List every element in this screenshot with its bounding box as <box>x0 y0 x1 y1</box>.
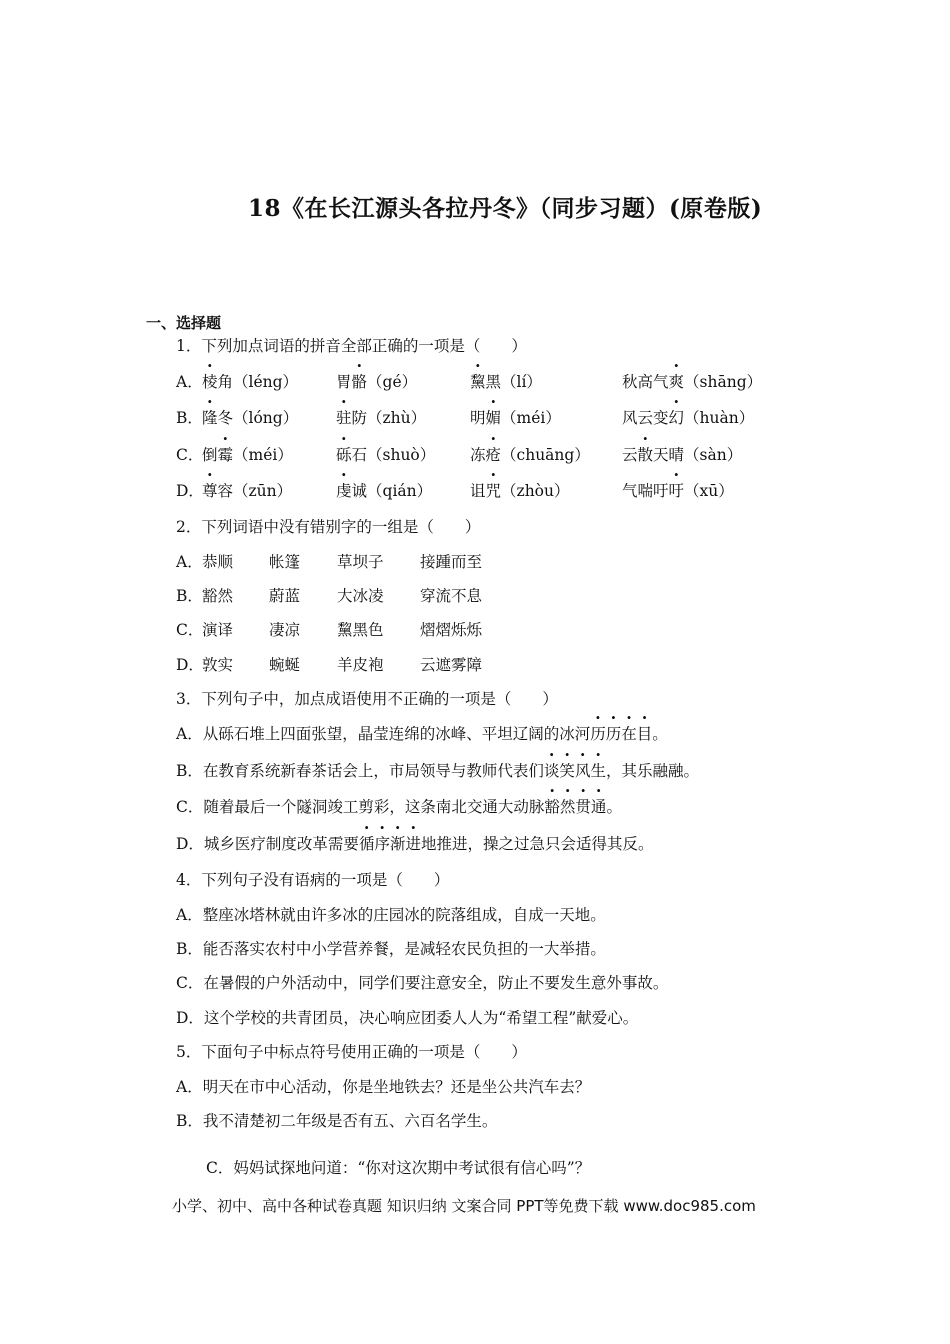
dotted-char: 黧 <box>470 373 486 391</box>
option-text: （méi） <box>501 409 561 427</box>
option-item <box>202 407 298 429</box>
option-text: 石（shuò） <box>351 446 436 464</box>
dotted-char: 生 <box>590 762 606 780</box>
option-text: D．城乡医疗制度改革需要 <box>176 835 359 853</box>
dotted-char: 散 <box>637 446 654 464</box>
option-text: A．从砾石堆上四面张望，晶莹连绵的冰峰、平坦辽阔的冰河 <box>176 725 591 743</box>
option-item <box>336 444 435 466</box>
option-item: 大冰凌 <box>337 587 384 605</box>
option-text: 风云变 <box>622 409 669 427</box>
option-text: 胃 <box>336 373 352 391</box>
option-item: 恭顺 <box>202 553 234 571</box>
option-text: 气喘吁 <box>622 482 669 500</box>
option-item: 帐篷 <box>269 553 301 571</box>
dotted-char: 历 <box>605 725 622 743</box>
option-item: 黧黑色 <box>337 621 384 639</box>
option-text: （chuāng） <box>501 446 590 464</box>
dotted-char: 咒 <box>485 482 502 500</box>
option-text: （xū） <box>684 482 734 500</box>
dotted-char: 虔 <box>336 482 352 500</box>
option-text: 明 <box>470 409 486 427</box>
dotted-char: 渐 <box>389 835 406 853</box>
option-item <box>470 371 542 393</box>
option-text: （zhòu） <box>501 482 570 500</box>
dotted-char: 砾 <box>336 446 352 464</box>
dotted-char: 隆 <box>202 409 218 427</box>
option-label: C． <box>176 446 204 464</box>
option-item: 接踵而至 <box>420 553 483 571</box>
option-item: 凄凉 <box>269 621 301 639</box>
dotted-char: 吁 <box>668 482 685 500</box>
option-item <box>336 371 417 393</box>
option-label: D． <box>176 656 204 674</box>
dotted-char: 驻 <box>336 409 352 427</box>
option-item <box>622 371 762 393</box>
option-item: 敦实 <box>202 656 234 674</box>
question-2-stem: 2．下列词语中没有错别字的一组是（ ） <box>176 518 481 536</box>
option-label: A． <box>176 373 203 391</box>
option-text: （méi） <box>233 446 293 464</box>
option-text: 诚（qián） <box>351 482 433 500</box>
dotted-char: 幻 <box>668 409 685 427</box>
option-item <box>622 480 734 502</box>
option-item <box>470 444 590 466</box>
option-sentence: D．这个学校的共青团员，决心响应团委人人为“希望工程”献爱心。 <box>176 1009 639 1027</box>
dotted-char: 骼 <box>351 373 368 391</box>
dotted-char: 风 <box>574 762 591 780</box>
option-sentence: A．明天在市中心活动，你是坐地铁去？还是坐公共汽车去？ <box>176 1078 591 1096</box>
option-text: 诅 <box>470 482 486 500</box>
page-title: 18《在长江源头各拉丹冬》（同步习题）(原卷版) <box>248 195 763 222</box>
option-text: C．随着最后一个隧洞竣工剪彩，这条南北交通大动脉 <box>176 798 545 816</box>
option-label: C． <box>176 621 204 639</box>
option-text: 倒 <box>202 446 218 464</box>
option-sentence: C．在暑假的户外活动中，同学们要注意安全，防止不要发生意外事故。 <box>176 974 669 992</box>
footer-text: 小学、初中、高中各种试卷真题 知识归纳 文案合同 PPT等免费下载 www.doc985.com <box>172 1197 756 1215</box>
option-text: （gé） <box>367 373 418 391</box>
option-item <box>202 480 292 502</box>
option-sentence <box>176 760 699 782</box>
option-item: 演译 <box>202 621 234 639</box>
option-text: 。 <box>652 725 668 743</box>
section-heading: 一、选择题 <box>146 314 222 332</box>
option-item: 熠熠烁烁 <box>420 621 483 639</box>
option-text: B．在教育系统新春茶话会上，市局领导与教师代表们 <box>176 762 544 780</box>
option-text: 云 <box>622 446 638 464</box>
dotted-char: 媚 <box>485 409 502 427</box>
dotted-char: 尊 <box>202 482 218 500</box>
option-text: （huàn） <box>684 409 755 427</box>
option-item: 穿流不息 <box>420 587 483 605</box>
dotted-char: 霉 <box>217 446 234 464</box>
dotted-char: 循 <box>358 835 375 853</box>
option-text: 防（zhù） <box>351 409 427 427</box>
dotted-char: 然 <box>559 798 576 816</box>
question-3-stem: 3．下列句子中，加点成语使用不正确的一项是（ ） <box>176 690 558 708</box>
dotted-char: 序 <box>374 835 390 853</box>
dotted-char: 笑 <box>559 762 575 780</box>
option-text: 地推进，操之过急只会适得其反。 <box>421 835 654 853</box>
option-text: 黑（lí） <box>485 373 542 391</box>
dotted-char: 贯 <box>575 798 591 816</box>
question-1-stem: 1．下列加点词语的拼音全部正确的一项是（ ） <box>176 337 527 355</box>
option-item: 蜿蜒 <box>269 656 301 674</box>
option-item: 蔚蓝 <box>269 587 301 605</box>
option-text: 冬（lóng） <box>217 409 299 427</box>
option-sentence <box>176 796 622 818</box>
option-text: 冻 <box>470 446 486 464</box>
option-item: 羊皮袍 <box>337 656 384 674</box>
option-item <box>470 480 570 502</box>
dotted-char: 谈 <box>543 762 560 780</box>
option-item: 云遮雾障 <box>420 656 483 674</box>
dotted-char: 在 <box>621 725 637 743</box>
option-text: 。 <box>606 798 622 816</box>
option-sentence <box>176 723 668 745</box>
option-item <box>336 480 432 502</box>
dotted-char: 目 <box>636 725 653 743</box>
option-label: B． <box>176 587 203 605</box>
option-item <box>336 407 426 429</box>
dotted-char: 历 <box>590 725 606 743</box>
option-text: （shāng） <box>684 373 763 391</box>
option-item <box>622 407 754 429</box>
option-item <box>622 444 742 466</box>
option-sentence: B．我不清楚初二年级是否有五、六百名学生。 <box>176 1112 498 1130</box>
dotted-char: 疮 <box>485 446 502 464</box>
option-text: ，其乐融融。 <box>605 762 699 780</box>
option-item <box>470 407 561 429</box>
option-label: A． <box>176 553 203 571</box>
option-sentence <box>176 833 654 855</box>
dotted-char: 棱 <box>202 373 218 391</box>
option-item <box>202 444 293 466</box>
option-sentence: C．妈妈试探地问道：“你对这次期中考试很有信心吗”？ <box>206 1159 591 1177</box>
question-4-stem: 4．下列句子没有语病的一项是（ ） <box>176 871 450 889</box>
dotted-char: 爽 <box>668 373 685 391</box>
option-label: B． <box>176 409 203 427</box>
dotted-char: 通 <box>590 798 607 816</box>
option-text: 秋高气 <box>622 373 669 391</box>
option-item <box>202 371 298 393</box>
dotted-char: 进 <box>405 835 421 853</box>
dotted-char: 豁 <box>544 798 560 816</box>
option-sentence: A．整座冰塔林就由许多冰的庄园冰的院落组成，自成一天地。 <box>176 906 606 924</box>
option-text: 天晴（sàn） <box>653 446 743 464</box>
option-sentence: B．能否落实农村中小学营养餐，是减轻农民负担的一大举措。 <box>176 940 606 958</box>
option-item: 豁然 <box>202 587 234 605</box>
option-label: D． <box>176 482 204 500</box>
option-text: 容（zūn） <box>217 482 293 500</box>
option-item: 草坝子 <box>337 553 384 571</box>
question-5-stem: 5．下面句子中标点符号使用正确的一项是（ ） <box>176 1043 527 1061</box>
option-text: 角（léng） <box>217 373 299 391</box>
